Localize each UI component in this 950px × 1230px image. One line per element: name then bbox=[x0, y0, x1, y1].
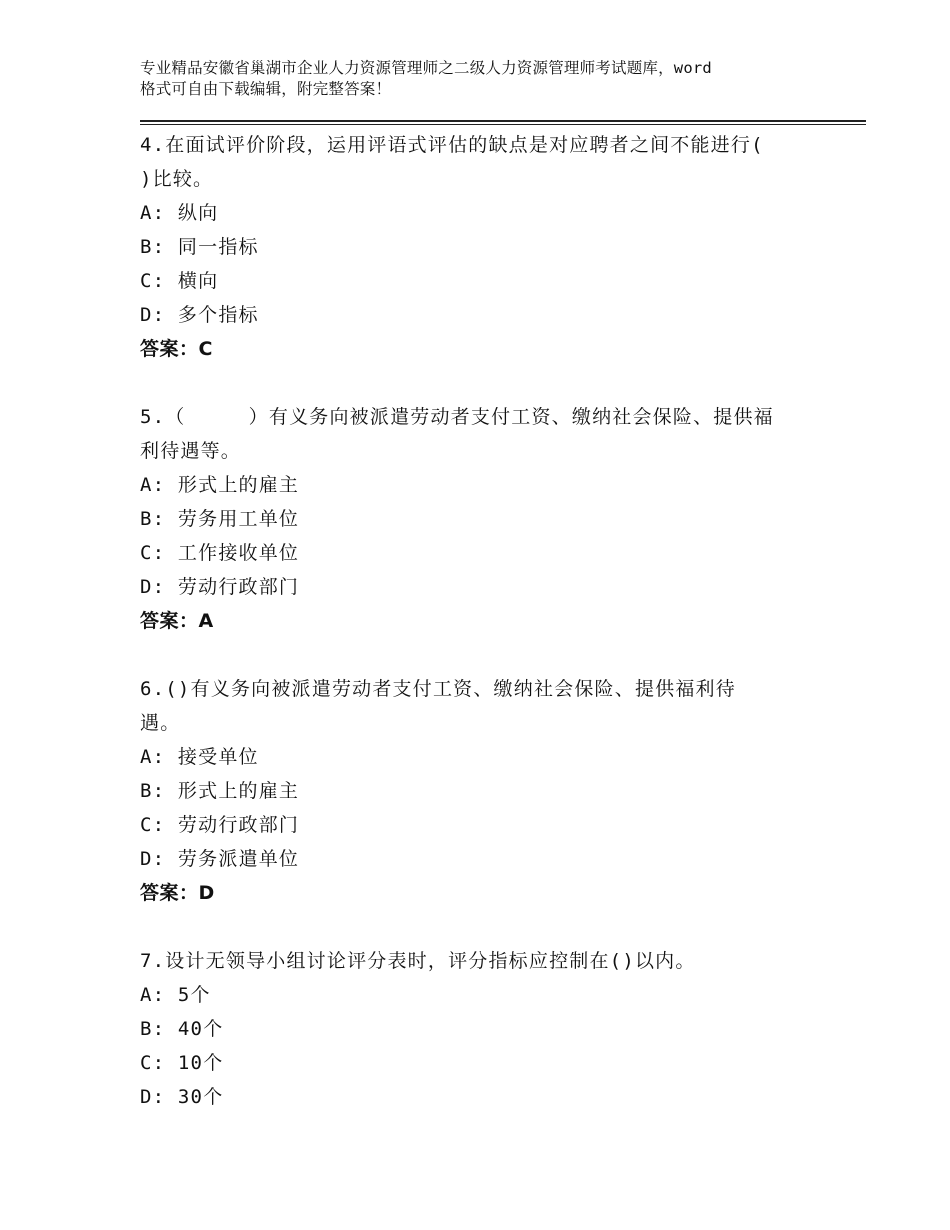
document-header bbox=[140, 58, 840, 100]
answer-label: 答案：A bbox=[140, 610, 214, 632]
question-text: 4.在面试评价阶段，运用评语式评估的缺点是对应聘者之间不能进行( )比较。 bbox=[140, 134, 764, 190]
option-a: A: 5个 bbox=[140, 984, 211, 1006]
option-a: A: 纵向 bbox=[140, 202, 219, 224]
question-5 bbox=[140, 400, 820, 638]
question-text: 6.()有义务向被派遣劳动者支付工资、缴纳社会保险、提供福利待 遇。 bbox=[140, 678, 736, 734]
option-d: D: 劳动行政部门 bbox=[140, 576, 300, 598]
question-7 bbox=[140, 944, 820, 1114]
spacer bbox=[140, 638, 820, 672]
header-line-1: 专业精品安徽省巢湖市企业人力资源管理师之二级人力资源管理师考试题库，word bbox=[140, 59, 712, 77]
spacer bbox=[140, 910, 820, 944]
answer-label: 答案：D bbox=[140, 882, 215, 904]
option-c: C: 劳动行政部门 bbox=[140, 814, 300, 836]
header-divider-thick bbox=[140, 120, 866, 122]
option-c: C: 工作接收单位 bbox=[140, 542, 300, 564]
header-line-2: 格式可自由下载编辑，附完整答案！ bbox=[140, 80, 392, 98]
question-4 bbox=[140, 128, 820, 366]
option-d: D: 多个指标 bbox=[140, 304, 259, 326]
option-b: B: 同一指标 bbox=[140, 236, 259, 258]
option-b: B: 劳务用工单位 bbox=[140, 508, 300, 530]
option-a: A: 接受单位 bbox=[140, 746, 259, 768]
header-divider-thin bbox=[140, 124, 866, 125]
question-text: 7.设计无领导小组讨论评分表时，评分指标应控制在()以内。 bbox=[140, 950, 696, 972]
question-text: 5.（ ）有义务向被派遣劳动者支付工资、缴纳社会保险、提供福 利待遇等。 bbox=[140, 406, 774, 462]
option-d: D: 劳务派遣单位 bbox=[140, 848, 300, 870]
question-list bbox=[140, 128, 820, 1114]
option-b: B: 形式上的雇主 bbox=[140, 780, 300, 802]
option-c: C: 10个 bbox=[140, 1052, 224, 1074]
option-a: A: 形式上的雇主 bbox=[140, 474, 300, 496]
option-c: C: 横向 bbox=[140, 270, 219, 292]
option-d: D: 30个 bbox=[140, 1086, 224, 1108]
answer-label: 答案：C bbox=[140, 338, 213, 360]
spacer bbox=[140, 366, 820, 400]
question-6 bbox=[140, 672, 820, 910]
option-b: B: 40个 bbox=[140, 1018, 224, 1040]
